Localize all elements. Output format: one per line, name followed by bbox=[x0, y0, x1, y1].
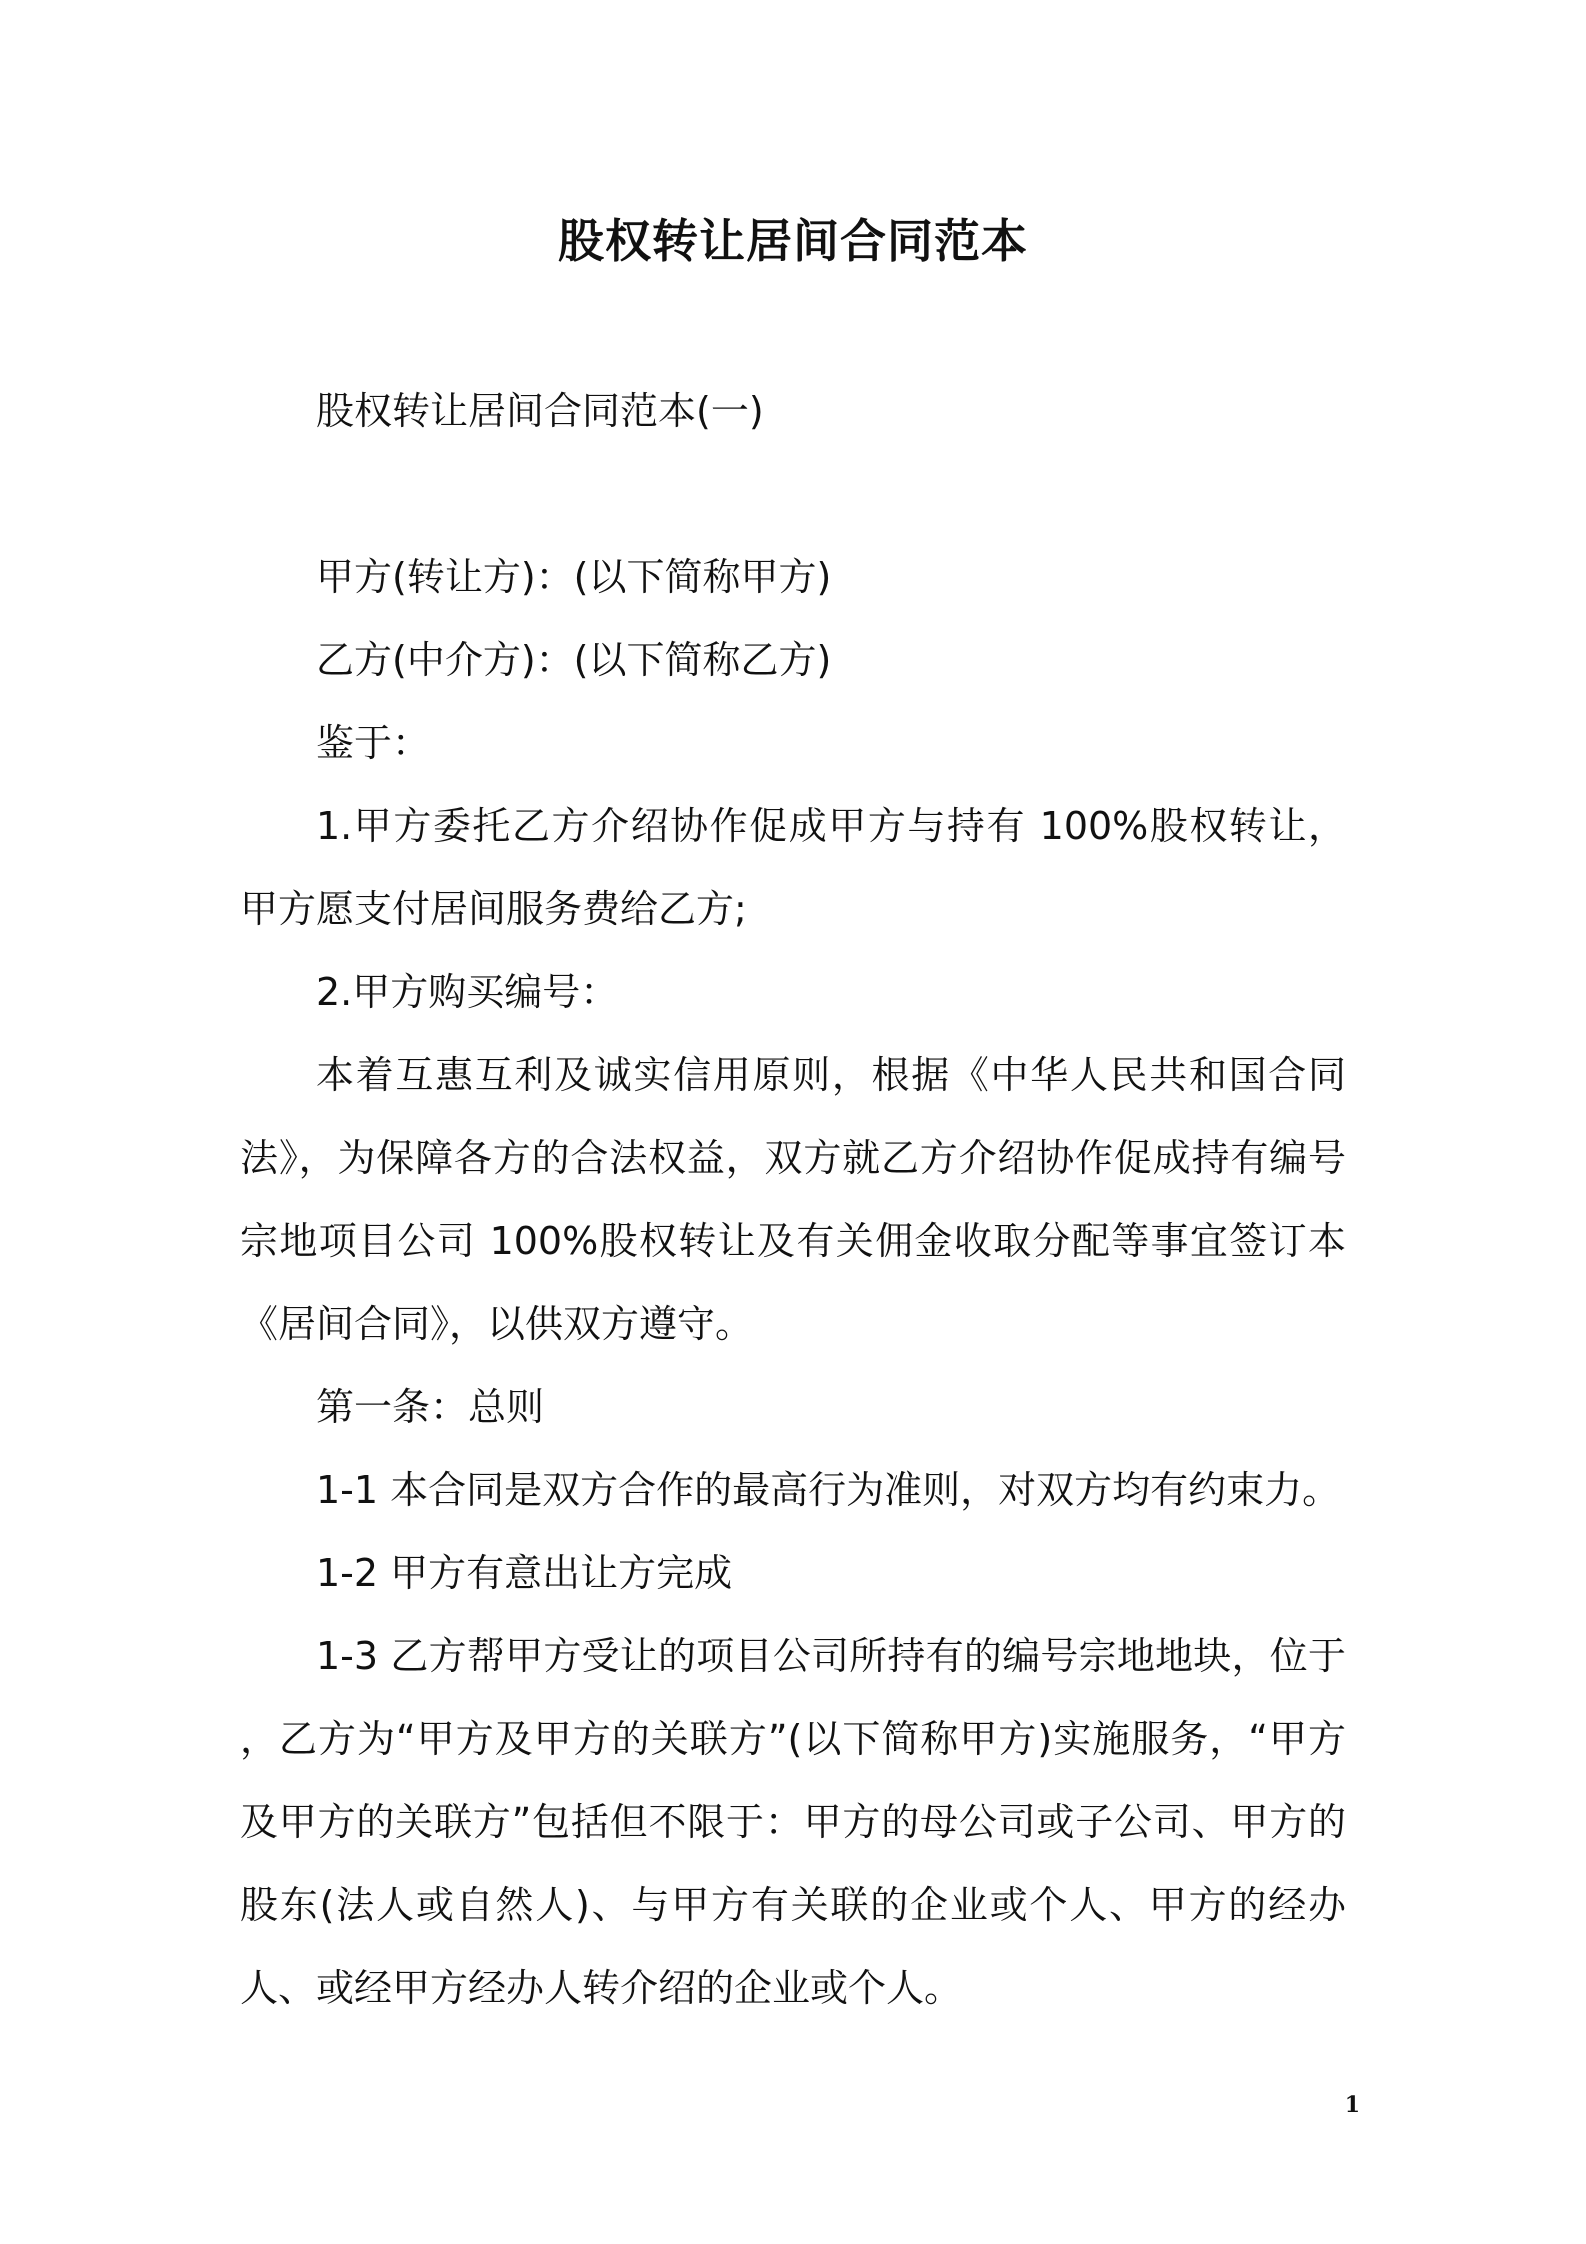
party-b-line: 乙方(中介方)：(以下简称乙方) bbox=[316, 638, 832, 682]
clause-1-1: 1-1 本合同是双方合作的最高行为准则，对双方均有约束力。 bbox=[316, 1468, 1341, 1512]
document-body bbox=[240, 370, 1346, 2030]
clause-1-3: 1-3 乙方帮甲方受让的项目公司所持有的编号宗地地块，位于 ，乙方为“甲方及甲方的关联方”(以下简称甲方)实施服务，“甲方及甲方的关联方”包括但不限于：甲方的母公司或子公司、甲方的股东(法人或自然人)、与甲方有关联的企业或个人、甲方的经办人、或经甲方经办人转介绍的企业或个人。 bbox=[240, 1634, 1346, 2010]
whereas-item-2: 2.甲方购买编号： bbox=[316, 970, 619, 1014]
blank-line bbox=[240, 453, 1346, 536]
preamble-paragraph: 本着互惠互利及诚实信用原则，根据《中华人民共和国合同法》，为保障各方的合法权益，双方就乙方介绍协作促成持有编号 宗地项目公司 100%股权转让及有关佣金收取分配等事宜签订本《居间合同》，以供双方遵守。 bbox=[240, 1053, 1346, 1346]
whereas-heading: 鉴于： bbox=[316, 721, 431, 765]
contract-subtitle: 股权转让居间合同范本(一) bbox=[316, 389, 764, 433]
page-number: 1 bbox=[1344, 2092, 1360, 2118]
document-title: 股权转让居间合同范本 bbox=[558, 214, 1028, 268]
whereas-item-1: 1.甲方委托乙方介绍协作促成甲方与持有 100%股权转让，甲方愿支付居间服务费给乙方; bbox=[240, 804, 1346, 931]
clause-1-2: 1-2 甲方有意出让方完成 bbox=[316, 1551, 733, 1595]
party-a-line: 甲方(转让方)：(以下简称甲方) bbox=[316, 555, 832, 599]
article-1-heading: 第一条：总则 bbox=[316, 1385, 545, 1429]
